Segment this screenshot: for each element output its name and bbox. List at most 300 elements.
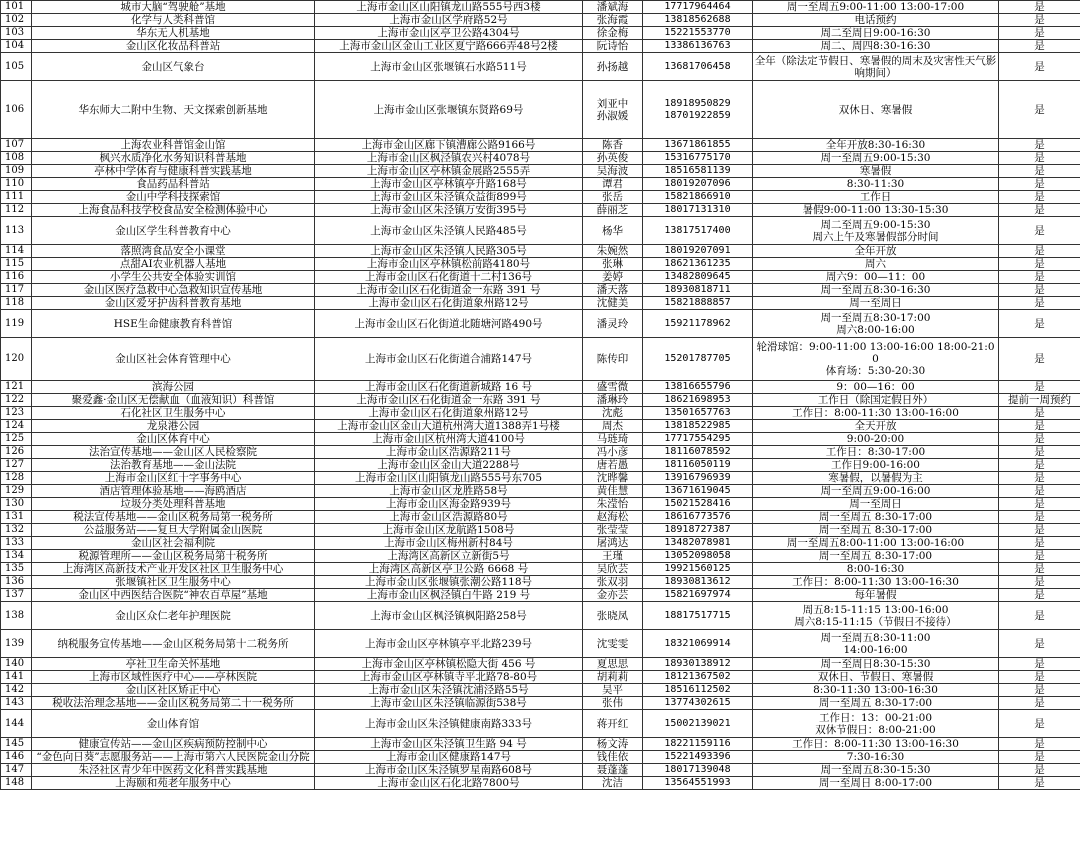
opening-hours: 双休日、寒暑假 [753,81,999,139]
venue-address: 上海市金山区朱泾镇人民路485号 [315,217,583,245]
contact-phone: 18017139048 [643,764,753,777]
contact-person: 黄佳慧 [583,485,643,498]
row-number: 108 [1,152,32,165]
open-status: 是 [999,204,1080,217]
open-status: 是 [999,407,1080,420]
venue-name: 落照湾食品安全小课堂 [32,245,315,258]
venue-address: 上海市金山区学府路52号 [315,14,583,27]
row-number: 147 [1,764,32,777]
venue-name: 税收法治理念基地——金山区税务局第二十一税务所 [32,697,315,710]
contact-person: 孙英俊 [583,152,643,165]
venue-address: 上海市金山区石化街道十二村136号 [315,271,583,284]
opening-hours: 周一至周五8:00-11:00 13:00-16:00 [753,537,999,550]
contact-phone: 18918950829 18701922859 [643,81,753,139]
table-row [1,14,1080,27]
opening-hours: 周一至周日 8:00-17:00 [753,777,999,790]
contact-person: 杨文涛 [583,738,643,751]
contact-person: 王瑾 [583,550,643,563]
row-number: 134 [1,550,32,563]
table-row [1,40,1080,53]
row-number: 128 [1,472,32,485]
contact-phone: 13816655796 [643,381,753,394]
table-row [1,433,1080,446]
contact-person: 冯小彦 [583,446,643,459]
row-number: 120 [1,338,32,381]
table-row [1,217,1080,245]
venue-name: 龙泉港公园 [32,420,315,433]
contact-person: 沈彪 [583,407,643,420]
table-row [1,81,1080,139]
contact-phone: 13564551993 [643,777,753,790]
row-number: 112 [1,204,32,217]
row-number: 116 [1,271,32,284]
venue-address: 上海市金山区亭林镇松前路4180号 [315,258,583,271]
venue-address: 上海市金山区张堰镇石水路511号 [315,53,583,81]
venue-address: 上海市金山区石化街道北随塘河路490号 [315,310,583,338]
opening-hours: 周一至周日 [753,498,999,511]
row-number: 105 [1,53,32,81]
open-status: 是 [999,751,1080,764]
venue-name: 金山区中西医结合医院“神农百草屋”基地 [32,589,315,602]
row-number: 123 [1,407,32,420]
contact-phone: 13482078981 [643,537,753,550]
venue-address: 上海市金山区枫泾镇农兴村4078号 [315,152,583,165]
venue-address: 上海市金山区石化街道象州路12号 [315,297,583,310]
venue-name: 点甜AI农业机器人基地 [32,258,315,271]
row-number: 111 [1,191,32,204]
open-status: 是 [999,433,1080,446]
row-number: 132 [1,524,32,537]
venue-name: 税源管理所——金山区税务局第十税务所 [32,550,315,563]
venue-name: 垃圾分类处理科普基地 [32,498,315,511]
table-row [1,738,1080,751]
contact-phone: 15201787705 [643,338,753,381]
contact-person: 吴平 [583,684,643,697]
opening-hours: 工作日9:00-16:00 [753,459,999,472]
venue-name: “金色向日葵”志愿服务站——上海市第六人民医院金山分院 [32,751,315,764]
contact-phone: 17717964464 [643,1,753,14]
contact-phone: 18930813612 [643,576,753,589]
contact-person: 朱婉然 [583,245,643,258]
contact-phone: 18918727387 [643,524,753,537]
contact-phone: 15821866910 [643,191,753,204]
contact-phone: 15221493396 [643,751,753,764]
row-number: 109 [1,165,32,178]
row-number: 119 [1,310,32,338]
table-row [1,630,1080,658]
row-number: 126 [1,446,32,459]
venue-address: 上海市金山区廊下镇漕廊公路9166号 [315,139,583,152]
contact-person: 屠鸿达 [583,537,643,550]
open-status: 是 [999,152,1080,165]
venue-name: 朱泾社区青少年中医药文化科普实践基地 [32,764,315,777]
opening-hours: 工作日：8:00-11:30 13:00-16:00 [753,407,999,420]
row-number: 101 [1,1,32,14]
table-row [1,684,1080,697]
open-status: 是 [999,589,1080,602]
table-row [1,777,1080,790]
open-status: 是 [999,684,1080,697]
opening-hours: 寒暑假 [753,165,999,178]
row-number: 117 [1,284,32,297]
contact-person: 张伟 [583,697,643,710]
table-row [1,394,1080,407]
table-row [1,191,1080,204]
opening-hours: 每年暑假 [753,589,999,602]
contact-person: 张海霞 [583,14,643,27]
venue-address: 上海市金山区亭林镇亭平北路239号 [315,630,583,658]
open-status: 是 [999,53,1080,81]
contact-person: 聂蓬蓬 [583,764,643,777]
contact-phone: 18017131310 [643,204,753,217]
open-status: 是 [999,459,1080,472]
table-row [1,498,1080,511]
open-status: 是 [999,576,1080,589]
contact-phone: 13671619045 [643,485,753,498]
open-status: 是 [999,310,1080,338]
venue-name: 公益服务站——复旦大学附属金山医院 [32,524,315,537]
row-number: 110 [1,178,32,191]
row-number: 127 [1,459,32,472]
opening-hours: 周一至周五8:30-11:00 14:00-16:00 [753,630,999,658]
venue-name: 华东无人机基地 [32,27,315,40]
venue-name: 法治教育基地——金山法院 [32,459,315,472]
venue-name: 金山区化妆品科普站 [32,40,315,53]
contact-person: 潘琳玲 [583,394,643,407]
row-number: 125 [1,433,32,446]
opening-hours: 周一至周五8:30-17:00 周六8:00-16:00 [753,310,999,338]
open-status: 是 [999,550,1080,563]
opening-hours: 周一至周日8:30-15:30 [753,658,999,671]
table-row [1,658,1080,671]
contact-phone: 18321069914 [643,630,753,658]
opening-hours: 工作日（除国定假日外） [753,394,999,407]
open-status: 是 [999,139,1080,152]
opening-hours: 工作日：13：00-21:00 双休节假日：8:00-21:00 [753,710,999,738]
venue-name: 金山区社区矫正中心 [32,684,315,697]
venue-address: 上海市金山区朱泾镇万安街395号 [315,204,583,217]
venue-name: 城市大脑“驾驶舱”基地 [32,1,315,14]
contact-person: 朱滢怡 [583,498,643,511]
contact-person: 夏思思 [583,658,643,671]
contact-phone: 15821888857 [643,297,753,310]
open-status: 是 [999,27,1080,40]
venue-address: 上海市金山区金山工业区夏宁路666弄48号2楼 [315,40,583,53]
opening-hours: 暑假9:00-11:00 13:30-15:30 [753,204,999,217]
table-row [1,671,1080,684]
opening-hours: 周一至周五9:00-15:30 [753,152,999,165]
opening-hours: 全年开放8:30-16:30 [753,139,999,152]
opening-hours: 周一至周五8:30-15:30 [753,764,999,777]
venue-name: HSE生命健康教育科普馆 [32,310,315,338]
contact-person: 唐若愚 [583,459,643,472]
venue-address: 上海市金山区石化街道金一东路 391 号 [315,284,583,297]
table-row [1,381,1080,394]
venue-name: 亭林中学体育与健康科普实践基地 [32,165,315,178]
row-number: 114 [1,245,32,258]
table-row [1,271,1080,284]
opening-hours: 8:00-16:30 [753,563,999,576]
table-row [1,139,1080,152]
venue-name: 金山区医疗急救中心急救知识宣传基地 [32,284,315,297]
venue-address: 上海市金山区杭州湾大道4100号 [315,433,583,446]
contact-phone: 13052098058 [643,550,753,563]
table-row [1,472,1080,485]
contact-phone: 13386136763 [643,40,753,53]
row-number: 143 [1,697,32,710]
open-status: 是 [999,284,1080,297]
open-status: 是 [999,40,1080,53]
opening-hours: 周六 [753,258,999,271]
venue-address: 上海市金山区朱泾镇健康南路333号 [315,710,583,738]
contact-phone: 13774302615 [643,697,753,710]
contact-person: 张琳 [583,258,643,271]
open-status: 是 [999,245,1080,258]
venue-name: 纳税服务宣传基地——金山区税务局第十二税务所 [32,630,315,658]
opening-hours: 8:30-11:30 [753,178,999,191]
contact-phone: 15316775170 [643,152,753,165]
open-status: 是 [999,710,1080,738]
row-number: 102 [1,14,32,27]
venue-address: 上海市金山区朱泾镇沈浦泾路55号 [315,684,583,697]
venue-name: 聚爱鑫·金山区无偿献血（血液知识）科普馆 [32,394,315,407]
opening-hours: 周一至周五 8:30-17:00 [753,524,999,537]
contact-phone: 13671861855 [643,139,753,152]
contact-phone: 15821697974 [643,589,753,602]
contact-person: 胡莉莉 [583,671,643,684]
table-row [1,245,1080,258]
opening-hours: 工作日：8:00-11:30 13:00-16:30 [753,576,999,589]
venue-name: 酒店管理体验基地——海鸥酒店 [32,485,315,498]
opening-hours: 全年开放 [753,245,999,258]
open-status: 是 [999,472,1080,485]
table-row [1,297,1080,310]
row-number: 136 [1,576,32,589]
venue-address: 上海市金山区张堰镇东贤路69号 [315,81,583,139]
contact-phone: 13916796939 [643,472,753,485]
open-status: 是 [999,271,1080,284]
table-row [1,178,1080,191]
venue-name: 金山体育馆 [32,710,315,738]
venue-address: 上海市金山区亭林镇亭升路168号 [315,178,583,191]
venue-address: 上海市金山区亭林镇寺平北路78-80号 [315,671,583,684]
table-row [1,407,1080,420]
open-status: 是 [999,498,1080,511]
row-number: 140 [1,658,32,671]
contact-person: 马琏琦 [583,433,643,446]
open-status: 是 [999,602,1080,630]
venue-address: 上海市金山区金山大道2288号 [315,459,583,472]
row-number: 106 [1,81,32,139]
contact-person: 张莹莹 [583,524,643,537]
venue-address: 上海市金山区金山大道杭州湾大道1388弄1号楼 [315,420,583,433]
venue-address: 上海市金山区石化北路7800号 [315,777,583,790]
contact-person: 潘天落 [583,284,643,297]
table-row [1,524,1080,537]
venue-address: 上海市金山区朱泾镇卫生路 94 号 [315,738,583,751]
contact-person: 孙扬越 [583,53,643,81]
opening-hours: 周二、周四8:30-16:30 [753,40,999,53]
opening-hours: 7:30-16:30 [753,751,999,764]
venue-address: 上海市金山区张堰镇张潮公路118号 [315,576,583,589]
row-number: 122 [1,394,32,407]
contact-phone: 18621698953 [643,394,753,407]
venue-address: 上海市金山区枫泾镇枫阳路258号 [315,602,583,630]
contact-person: 吴海波 [583,165,643,178]
open-status: 是 [999,165,1080,178]
open-status: 是 [999,524,1080,537]
venue-address: 上海市金山区朱泾镇罗星南路608号 [315,764,583,777]
open-status: 是 [999,338,1080,381]
contact-phone: 18221159116 [643,738,753,751]
opening-hours: 全天开放 [753,420,999,433]
table-row [1,697,1080,710]
contact-person: 沈健美 [583,297,643,310]
table-body [1,1,1080,790]
row-number: 137 [1,589,32,602]
venue-name: 石化社区卫生服务中心 [32,407,315,420]
venue-address: 上海市金山区山阳镇龙山路555号东705 [315,472,583,485]
contact-phone: 18616773576 [643,511,753,524]
open-status: 是 [999,658,1080,671]
opening-hours: 8:30-11:30 13:00-16:30 [753,684,999,697]
row-number: 145 [1,738,32,751]
contact-phone: 18516112502 [643,684,753,697]
opening-hours: 工作日：8:30-17:00 [753,446,999,459]
open-status: 是 [999,777,1080,790]
opening-hours: 周一至周五9:00-11:00 13:00-17:00 [753,1,999,14]
contact-phone: 13501657763 [643,407,753,420]
opening-hours: 周二至周日9:00-16:30 [753,27,999,40]
row-number: 130 [1,498,32,511]
contact-person: 盛雪微 [583,381,643,394]
contact-person: 徐金梅 [583,27,643,40]
contact-phone: 18817517715 [643,602,753,630]
table-row [1,1,1080,14]
venue-name: 滨海公园 [32,381,315,394]
row-number: 124 [1,420,32,433]
opening-hours: 9：00—16：00 [753,381,999,394]
table-row [1,764,1080,777]
opening-hours: 工作日：8:00-11:30 13:00-16:30 [753,738,999,751]
contact-person: 潘灵玲 [583,310,643,338]
table-row [1,338,1080,381]
row-number: 133 [1,537,32,550]
venue-address: 上海市金山区梅州新村84号 [315,537,583,550]
row-number: 118 [1,297,32,310]
table-row [1,53,1080,81]
venue-address: 上海湾区高新区亭卫公路 6668 号 [315,563,583,576]
contact-phone: 18930138912 [643,658,753,671]
row-number: 103 [1,27,32,40]
contact-person: 张晓凤 [583,602,643,630]
contact-person: 谭君 [583,178,643,191]
open-status: 是 [999,738,1080,751]
contact-person: 周杰 [583,420,643,433]
row-number: 129 [1,485,32,498]
row-number: 141 [1,671,32,684]
opening-hours: 周一至周日 [753,297,999,310]
contact-phone: 13818522985 [643,420,753,433]
opening-hours: 全年（除法定节假日、寒暑假的周末及灾害性天气影响期间） [753,53,999,81]
table-row [1,165,1080,178]
contact-phone: 18019207096 [643,178,753,191]
venue-address: 上海湾区高新区立新街5号 [315,550,583,563]
opening-hours: 周一至周五 8:30-17:00 [753,550,999,563]
table-row [1,485,1080,498]
row-number: 131 [1,511,32,524]
open-status: 是 [999,537,1080,550]
contact-phone: 13818562688 [643,14,753,27]
row-number: 144 [1,710,32,738]
opening-hours: 周一至周五 8:30-17:00 [753,511,999,524]
table-row [1,751,1080,764]
venue-name: 上海市金山区红十字事务中心 [32,472,315,485]
table-row [1,284,1080,297]
open-status: 是 [999,446,1080,459]
open-status: 是 [999,217,1080,245]
venue-address: 上海市金山区龙胜路58号 [315,485,583,498]
opening-hours: 周一至周五8:30-16:30 [753,284,999,297]
contact-person: 金亦芸 [583,589,643,602]
open-status: 是 [999,764,1080,777]
contact-phone: 19921560125 [643,563,753,576]
contact-phone: 15021528416 [643,498,753,511]
row-number: 104 [1,40,32,53]
venue-name: 金山区气象台 [32,53,315,81]
open-status: 是 [999,381,1080,394]
venue-address: 上海市金山区山阳镇龙山路555号西3楼 [315,1,583,14]
venue-address: 上海市金山区龙航路1508号 [315,524,583,537]
opening-hours: 双休日、节假日、寒暑假 [753,671,999,684]
table-row [1,204,1080,217]
contact-person: 沈雯雯 [583,630,643,658]
table-row [1,420,1080,433]
venue-name: 上海农业科普馆金山馆 [32,139,315,152]
contact-phone: 18019207091 [643,245,753,258]
row-number: 139 [1,630,32,658]
contact-phone: 17717554295 [643,433,753,446]
contact-phone: 15221553770 [643,27,753,40]
contact-phone: 18621361235 [643,258,753,271]
venue-name: 小学生公共安全体验实训馆 [32,271,315,284]
open-status: 是 [999,630,1080,658]
contact-person: 沈洁 [583,777,643,790]
venue-name: 上海市区域性医疗中心——亭林医院 [32,671,315,684]
venue-name: 法治宣传基地——金山区人民检察院 [32,446,315,459]
open-status: 是 [999,258,1080,271]
contact-person: 沈晔馨 [583,472,643,485]
open-status: 是 [999,297,1080,310]
venue-name: 上海湾区高新技术产业开发区社区卫生服务中心 [32,563,315,576]
contact-phone: 18121367502 [643,671,753,684]
table-row [1,710,1080,738]
contact-person: 张岳 [583,191,643,204]
row-number: 113 [1,217,32,245]
open-status: 是 [999,14,1080,27]
table-row [1,589,1080,602]
open-status: 是 [999,81,1080,139]
contact-person: 姜婷 [583,271,643,284]
venue-address: 上海市金山区石化街道合浦路147号 [315,338,583,381]
open-status: 是 [999,511,1080,524]
venue-name: 食品药品科普站 [32,178,315,191]
contact-phone: 13482809645 [643,271,753,284]
open-status: 是 [999,671,1080,684]
venue-address: 上海市金山区海金路939号 [315,498,583,511]
contact-person: 薛丽芝 [583,204,643,217]
venue-name: 税法宣传基地——金山区税务局第一税务所 [32,511,315,524]
